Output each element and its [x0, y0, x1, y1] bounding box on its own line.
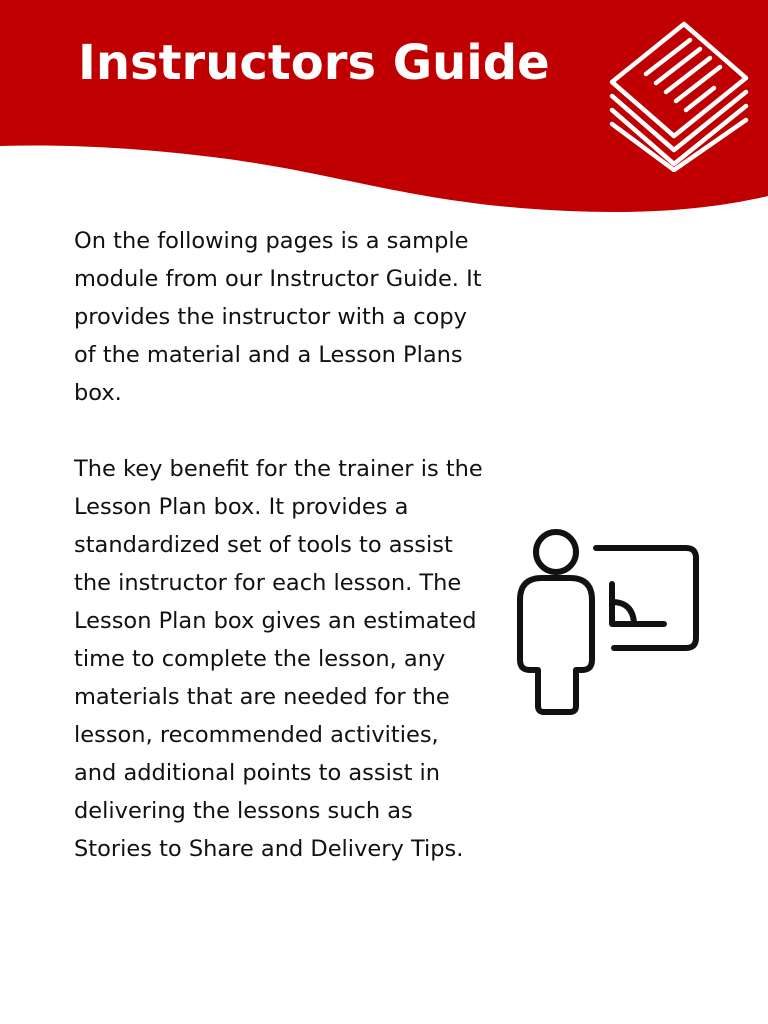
instructor-at-board-icon	[514, 524, 706, 718]
intro-paragraph: On the following pages is a sample module from our Instructor Guide. It provides the instructor with a copy of the material and a Lesson Plans box.	[74, 228, 482, 406]
stacked-documents-icon	[604, 20, 750, 172]
page-title: Instructors Guide	[78, 35, 550, 91]
body-text	[74, 222, 484, 906]
benefit-paragraph: The key benefit for the trainer is the Lesson Plan box. It provides a standardized set of tools to assist the instructor for each lesson. The Lesson Plan box gives an estimated time to complete the lesson, any materials that are needed for the lesson, recommended activities, and additional points to assist in delivering the lessons such as Stories to Share and Delivery Tips.	[74, 456, 483, 862]
